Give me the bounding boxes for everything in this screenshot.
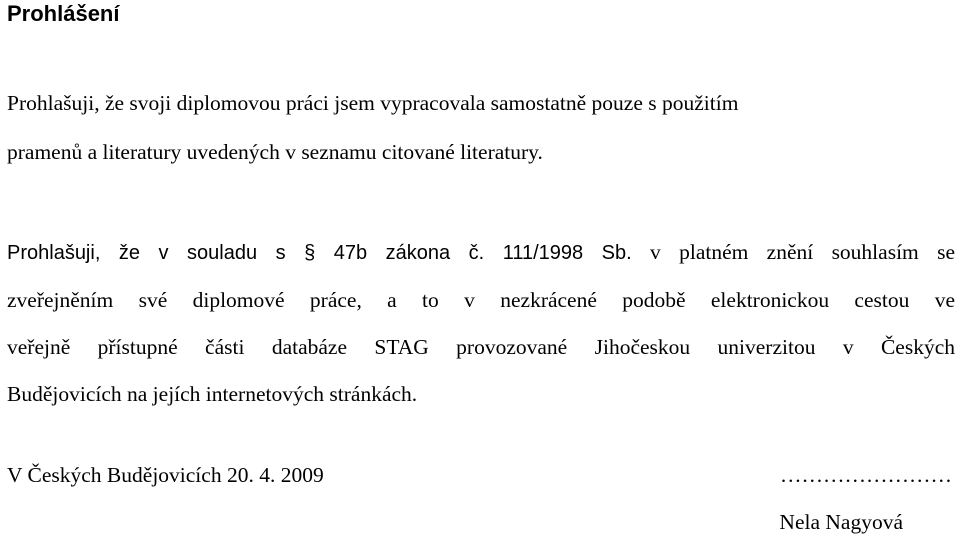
page-title: Prohlášení	[7, 1, 120, 26]
paragraph-1-line-2: pramenů a literatury uvedených v seznamu citované literatury.	[7, 140, 543, 164]
paragraph-1-line-1: Prohlašuji, že svoji diplomovou práci jsem vypracovala samostatně pouze s použitím	[7, 91, 739, 115]
paragraph-2-line-1-rest: v platném znění souhlasím se	[631, 240, 956, 264]
paragraph-2-line-3: veřejně přístupné části databáze STAG provozované Jihočeskou univerzitou v Českých	[7, 335, 955, 359]
paragraph-2-line-4: Budějovicích na jejích internetových stránkách.	[7, 382, 418, 406]
declaration-paragraph-2	[7, 229, 955, 418]
signature-name: Nela Nagyová	[779, 510, 903, 534]
legal-reference-text: Prohlašuji, že v souladu s § 47b zákona č. 111/1998 Sb.	[7, 242, 632, 264]
paragraph-2-line-1	[7, 229, 955, 277]
place-and-date: V Českých Budějovicích 20. 4. 2009	[7, 463, 324, 487]
paragraph-2-line-2: zveřejněním své diplomové práce, a to v nezkrácené podobě elektronickou cestou ve	[7, 288, 955, 312]
signature-line: ……………………	[780, 463, 952, 487]
